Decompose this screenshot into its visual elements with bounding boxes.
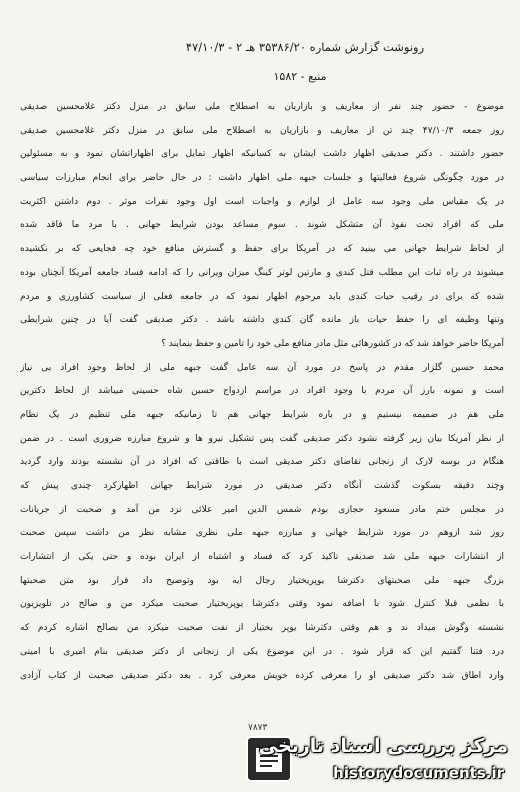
body-line: نشسته وگوش میداد ند و هم وقتی دکترشا یوپر بختیار از نفت صحبت میکرد من بصالح اشاره کردم که bbox=[20, 623, 504, 634]
body-line: با نظمی قبلا کنترل شود با اضافه نمود وقتی دکترشا یوپریختیار صحبت میکرد من و صالح در تلویزیون bbox=[20, 599, 504, 610]
body-line: آمریکا حاضر خواهد شد که در کشورهائی مثل مادر منافع ملی خود را تامین و حفظ بنمایند ؟ bbox=[161, 338, 504, 349]
body-line: هنگام در بوسه لارک از زنجانی تقاضای دکتر صدیقی است با طاقتی که افراد در آن نشسته بودند وارد گردید bbox=[20, 457, 504, 468]
body-line: از لحاظ شرایط جهانی می بینید که در آمریکا برای حفظ و گسترش منافع خود چه فجایعی که بر نکشیده bbox=[20, 244, 504, 255]
body-line: ملی که افراد تحت نفوذ آن متشکل شوند . سوم مساعد بودن شرایط جهانی . با مرد ما فاقد شده bbox=[20, 220, 504, 231]
watermark-title: مرکز بررسی اسناد تاریخی bbox=[258, 735, 508, 757]
body-line: از انتشارات جبهه ملی شد صدیقی تاکید کرد که فساد و اشتباه از ایران بوده و حتی یکی از انتشارات bbox=[20, 552, 504, 563]
body-line: درد فتنا گفتیم این که قرار شود . در این موضوع یکی از زنجانی از دکتر صدیقی بنام امیری با امینی bbox=[20, 646, 504, 657]
source-number: منبع - ۱۵۸۲ bbox=[273, 70, 327, 83]
body-line: است و نمونه بارز آن مردم با وجود افراد در مراسم ازدواج حسین شاه حسینی میباشد از لحاظ دکترین bbox=[20, 386, 504, 397]
body-line: در مجلس ختم مادر مسعود حجازی بودم شمس الدین امیر علائی نزد من آمد و صحبت از جریانات bbox=[20, 504, 504, 515]
page-mark: ۷۸۷۳ bbox=[248, 723, 268, 733]
archive-watermark bbox=[236, 726, 514, 788]
body-line: ملی هم در ضمیمه نیستیم و در باره شرایط جهانی هم تا زمانیکه جبهه ملی تنظیم در یک نظام bbox=[20, 409, 504, 420]
body-line: از نظر آمریکا بیان زیر گرفته نشود دکتر صدیقی گفت پس تشکیل نیرو ها و شروع مبارزه ضروری است . در ضمن bbox=[20, 433, 504, 444]
body-line: روز جمعه ۴۷/۱۰/۳ چند تن از معاریف و بازاریان به اصطلاح ملی سابق در منزل دکتر غلامحسین صدیقی bbox=[20, 125, 504, 136]
body-line: شده که برای در رقیب حیات کندی باید مرحوم اظهار نمود که در جامعه فعلی از سیاست کشاورزی و مردم bbox=[20, 291, 504, 302]
body-line: بزرگ جبهه ملی صحبتهای دکترشا یوپریختیار رجال ایه بود وتوضیح داد قرار بود متن صحبتها bbox=[20, 575, 504, 586]
body-line: محمد حسین گلزار مقدم در پاسخ در مورد آن سه عامل گفت جبهه ملی از لحاظ وجود افراد بی نیاز bbox=[20, 362, 504, 373]
watermark-url: historydocuments.ir bbox=[333, 764, 504, 782]
body-line: در مورد چگونگی شروع فعالیتها و جلسات جبهه ملی اظهار داشت : در حال حاضر برای انجام مبارزات سیاسی bbox=[20, 173, 504, 184]
body-line: میشوند در راه ثبات این مطلب قتل کندی و مارتین لوتر کینگ میزان ویرانی را که ادامه فساد جامعه آمریکا آنچنان بوده bbox=[20, 267, 504, 278]
body-line: موضوع - حضور چند نفر از معاریف و بازاریان به اصطلاح ملی سابق در منزل دکتر غلامحسین صدیقی bbox=[20, 102, 504, 112]
body-line: وچند دقیقه بسکوت گذشت آنگاه دکتر صدیقی در مورد شرایط جهانی اظهارکرد چندی پیش که bbox=[20, 481, 504, 491]
body-line: در یک مقیاس ملی وجود سه عامل از لوازم و واجبات است اول وجود نفرات موثر . دوم داشتن اکثریت bbox=[20, 196, 504, 207]
body-line: وارد اطاق شد دکتر صدیقی او را معرفی کرده خویش معرفی کرد . بعد دکتر صدیقی صحبت از کتاب آزادی bbox=[20, 670, 504, 681]
body-line: حضور داشتند . دکتر صدیقی اظهار داشت ایشان به کسانیکه اظهار تمایل برای اظهاراتشان نمود و به مسئولین bbox=[20, 149, 504, 160]
body-line: وتنها وظیفه ای را حفظ حیات باز مانده گان کندی داشته باشد . دکتر صدیقی گفت آیا در چنین شرایطی bbox=[20, 315, 504, 326]
report-reference: رونوشت گزارش شماره ۳۵۳۸۶/۲۰ هـ ۲ - ۴۷/۱۰/۳ bbox=[185, 40, 425, 54]
body-line: روز شد ازوهم در مورد شرایط جهانی و مبارزه جبهه ملی نظری مشابه نظر من داشت سپس صحبت bbox=[20, 528, 504, 539]
report-body bbox=[20, 96, 504, 688]
